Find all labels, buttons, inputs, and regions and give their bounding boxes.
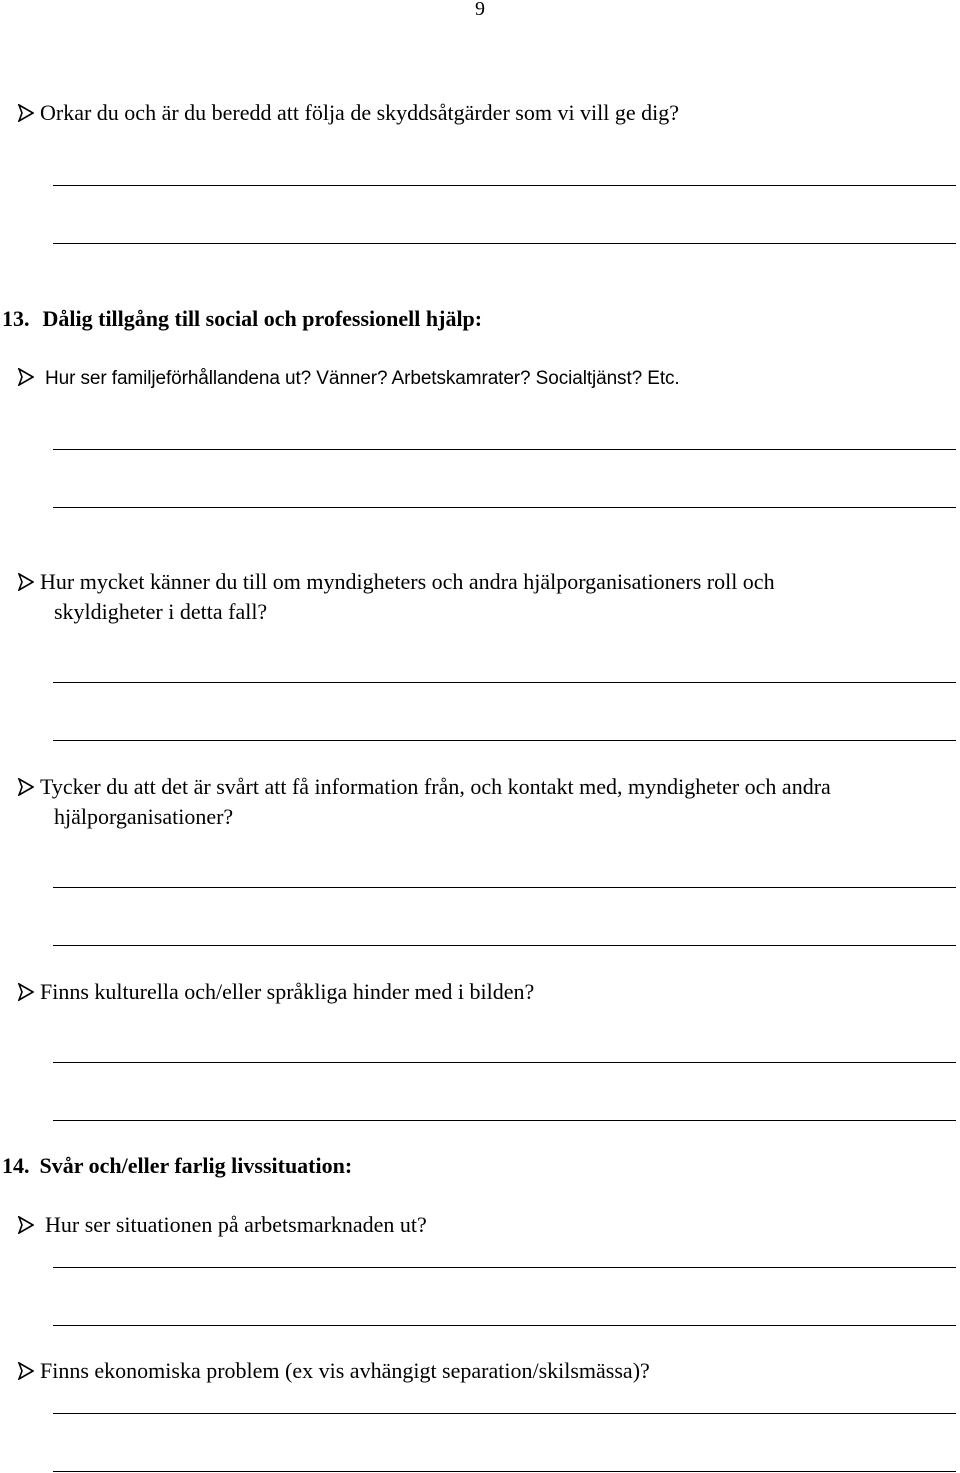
- answer-line: [53, 185, 956, 186]
- arrowhead-bullet-icon: [18, 1356, 40, 1386]
- section-number: 13.: [2, 306, 30, 331]
- section-title: Svår och/eller farlig livssituation:: [39, 1153, 353, 1178]
- answer-line: [53, 243, 956, 244]
- question-cultural-barriers: [18, 977, 534, 1007]
- answer-line: [53, 682, 956, 683]
- question-labour-market: [18, 1210, 427, 1240]
- question-text-line1: Tycker du att det är svårt att få information från, och kontakt med, myndigheter och andra: [40, 774, 831, 799]
- answer-line: [53, 507, 956, 508]
- question-text-line1: Hur mycket känner du till om myndigheters och andra hjälporganisationers roll och: [40, 569, 775, 594]
- arrowhead-bullet-icon: [18, 977, 40, 1007]
- question-family-relations: [18, 362, 680, 394]
- arrowhead-bullet-icon: [18, 567, 40, 597]
- answer-line: [53, 1120, 956, 1121]
- question-text: Finns kulturella och/eller språkliga hinder med i bilden?: [40, 979, 535, 1004]
- answer-line: [53, 1325, 956, 1326]
- question-text: Hur ser familjeförhållandena ut? Vänner? Arbetskamrater? Socialtjänst? Etc.: [45, 368, 680, 389]
- answer-line: [53, 1062, 956, 1063]
- section-title: Dålig tillgång till social och professionell hjälp:: [42, 306, 483, 331]
- answer-line: [53, 740, 956, 741]
- answer-line: [53, 1267, 956, 1268]
- question-text-line2: hjälporganisationer?: [54, 804, 234, 829]
- question-authorities-knowledge: [18, 567, 775, 597]
- answer-line: [53, 887, 956, 888]
- answer-line: [53, 449, 956, 450]
- question-text: Finns ekonomiska problem (ex vis avhängigt separation/skilsmässa)?: [40, 1358, 650, 1383]
- question-information-access: [18, 772, 831, 802]
- question-protective-measures: [18, 98, 679, 128]
- arrowhead-bullet-icon: [18, 98, 40, 128]
- answer-line: [53, 1413, 956, 1414]
- arrowhead-bullet-icon: [18, 1210, 45, 1240]
- arrowhead-bullet-icon: [18, 772, 40, 802]
- answer-line: [53, 1471, 956, 1472]
- page-number: 9: [475, 0, 485, 20]
- section-14-heading: [2, 1151, 352, 1181]
- section-number: 14.: [2, 1153, 30, 1178]
- question-economic-problems: [18, 1356, 650, 1386]
- section-13-heading: [2, 304, 482, 334]
- question-text: Orkar du och är du beredd att följa de skyddsåtgärder som vi vill ge dig?: [40, 100, 680, 125]
- question-text-line2: skyldigheter i detta fall?: [54, 599, 268, 624]
- arrowhead-bullet-icon: [18, 362, 45, 392]
- answer-line: [53, 945, 956, 946]
- question-text: Hur ser situationen på arbetsmarknaden ut?: [45, 1212, 427, 1237]
